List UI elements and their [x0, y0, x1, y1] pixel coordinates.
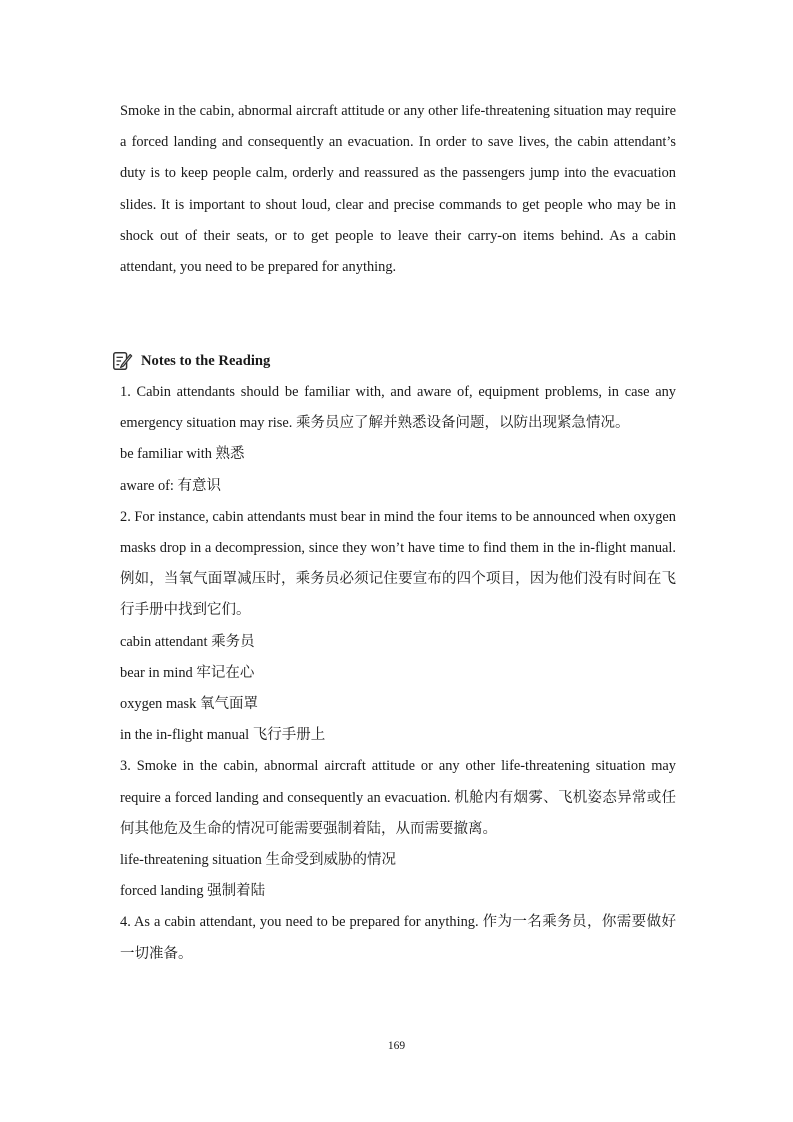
vocab-term: cabin attendant [120, 633, 208, 650]
vocab-meaning: 氧气面罩 [199, 696, 258, 713]
vocab-meaning: 生命受到威胁的情况 [265, 852, 396, 869]
note-translation: 例如，当氧气面罩减压时，乘务员必须记住要宣布的四个项目，因为他们没有时间在飞行手册中找到它们。 [120, 571, 676, 619]
vocab-item [120, 689, 676, 720]
vocab-meaning: 飞行手册上 [252, 727, 326, 744]
vocab-item [120, 439, 676, 470]
vocab-meaning: 牢记在心 [196, 664, 255, 681]
vocab-item [120, 627, 676, 658]
vocab-meaning: 乘务员 [211, 633, 255, 650]
note-sentence: 2. For instance, cabin attendants must bear in mind the four items to be announced when oxygen masks drop in a decompression, since they won’t have time to find them in the in-flight manual. [120, 508, 676, 557]
vocab-meaning: 有意识 [177, 477, 222, 494]
vocab-term: be familiar with [120, 446, 212, 463]
vocab-term: forced landing [120, 883, 204, 900]
notes-edit-icon [111, 350, 133, 372]
vocab-term: in the in-flight manual [120, 727, 250, 744]
notes-list [120, 377, 676, 970]
note-sentence: 1. Cabin attendants should be familiar with, and aware of, equipment problems, in case any emergency situation may rise. [120, 384, 676, 432]
intro-paragraph: Smoke in the cabin, abnormal aircraft attitude or any other life-threatening situation may require a forced landing and consequently an evacuation. In order to save lives, the cabin attendant’s duty is to keep people calm, orderly and reassured as the passengers jump into the evacuation slides. It is important to shout loud, clear and precise commands to get people who may be in shock out of their seats, or to get people to leave their carry-on items behind. As a cabin attendant, you need to be prepared for anything. [120, 103, 676, 276]
vocab-meaning: 熟悉 [215, 446, 245, 463]
note-item [120, 502, 676, 627]
vocab-item [120, 720, 676, 751]
vocab-item [120, 471, 676, 502]
note-translation: 机舱内有烟雾、飞机姿态异常或任何其他危及生命的情况可能需要强制着陆，从而需要撤离。 [120, 789, 676, 837]
vocab-term: bear in mind [120, 664, 193, 681]
vocab-item [120, 658, 676, 689]
note-translation: 作为一名乘务员，你需要做好一切准备。 [120, 914, 676, 962]
note-item [120, 907, 676, 969]
notes-title: Notes to the Reading [141, 352, 271, 369]
note-sentence: 3. Smoke in the cabin, abnormal aircraft attitude or any other life-threatening situation may require a forced landing and consequently an evacuation. [120, 758, 676, 806]
vocab-meaning: 强制着陆 [207, 883, 266, 900]
page-number: 169 [387, 1040, 406, 1052]
notes-heading [111, 346, 270, 376]
note-sentence: 4. As a cabin attendant, you need to be prepared for anything. [120, 914, 479, 931]
vocab-term: life-threatening situation [120, 852, 262, 869]
vocab-term: oxygen mask [120, 696, 197, 713]
main-content [120, 96, 676, 283]
note-translation: 乘务员应了解并熟悉设备问题，以防出现紧急情况。 [295, 415, 630, 432]
vocab-term: aware of: [120, 477, 174, 494]
note-item [120, 751, 676, 845]
note-item [120, 377, 676, 439]
vocab-item [120, 876, 676, 907]
vocab-item [120, 845, 676, 876]
